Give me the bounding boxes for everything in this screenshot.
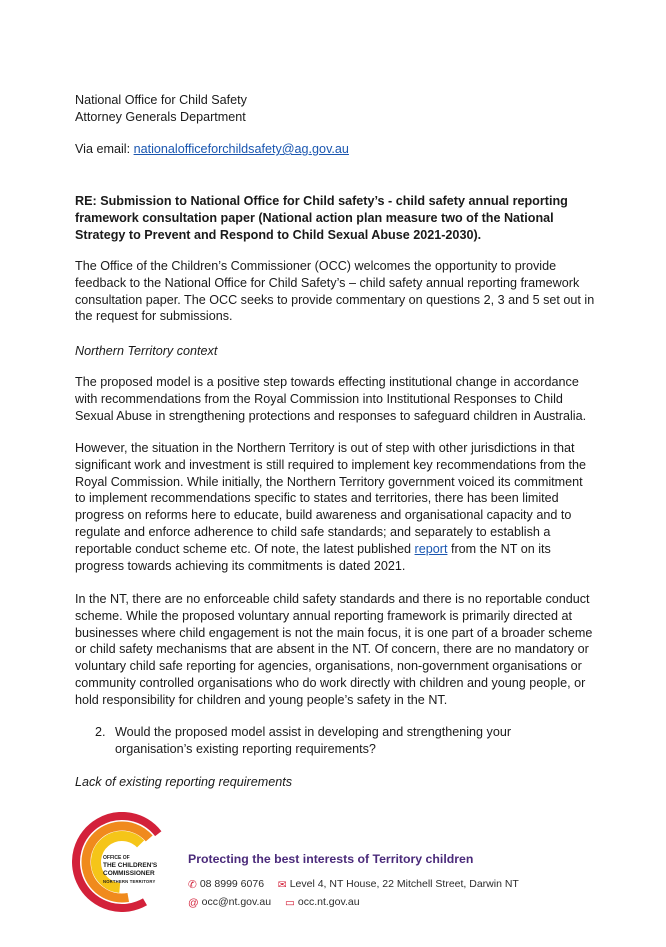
- footer-contact-row-2: [188, 896, 360, 909]
- paragraph-nt-situation-end: from the NT on its progress towards achieving its commitments is dated 2021.: [75, 541, 551, 573]
- recipient-address: [75, 92, 595, 126]
- paragraph-nt-situation-text: However, the situation in the Northern Territory is out of step with other jurisdictions in that significant work and investment is still required to implement key recommendations from the Royal Commission. While initially, the Northern Territory government voiced its commitment to implement recommendations specific to states and territories, there has been limited progress on reforms here to educate, build awareness and organisational capacity and to regulate and enforce adherence to child safe standards; and separately to establish a reportable conduct scheme etc. Of note, the latest published: [75, 441, 586, 556]
- recipient-line-1: National Office for Child Safety: [75, 93, 247, 107]
- subject-line: RE: Submission to National Office for Child safety’s - child safety annual reporting framework consultation paper (National action plan measure two of the National Strategy to Prevent and Respond to Child Sexual Abuse 2021-2030).: [75, 194, 568, 242]
- heading-lack-requirements: Lack of existing reporting requirements: [75, 775, 293, 789]
- recipient-line-2: Attorney Generals Department: [75, 109, 246, 124]
- paragraph-intro: The Office of the Children’s Commissioner (OCC) welcomes the opportunity to provide feedback to the National Office for Child Safety’s – child safety annual reporting framework consultation paper. The OCC seeks to provide commentary on questions 2, 3 and 5 set out in the request for submissions.: [75, 259, 595, 324]
- footer-email[interactable]: occ@nt.gov.au: [201, 896, 272, 908]
- footer-address: Level 4, NT House, 22 Mitchell Street, Darwin NT: [289, 878, 519, 890]
- paragraph-nt-standards: In the NT, there are no enforceable child safety standards and there is no reportable conduct scheme. While the proposed voluntary annual reporting framework is primarily directed at businesses where child engagement is not the main focus, it is one part of a broader scheme or child safety mechanisms that are absent in the NT. Of concern, there are no mandatory or voluntary child safe reporting for agencies, organisations, non-government organisations or community controlled organisations who do work directly with children and young people, or hold responsibility for children and young people’s safety in the NT.: [75, 592, 593, 707]
- email-link[interactable]: nationalofficeforchildsafety@ag.gov.au: [133, 142, 349, 156]
- question-text: Would the proposed model assist in developing and strengthening your organisation’s existing reporting requirements?: [115, 725, 512, 756]
- logo-line-4: NORTHERN TERRITORY: [103, 879, 156, 884]
- footer-tagline: Protecting the best interests of Territory children: [188, 852, 474, 866]
- logo-line-3: COMMISSIONER: [103, 870, 155, 877]
- heading-nt-context: Northern Territory context: [75, 344, 218, 358]
- question-number: 2.: [95, 725, 106, 739]
- monitor-icon: ▭: [284, 897, 295, 909]
- footer-phone: 08 8999 6076: [199, 878, 265, 890]
- report-link[interactable]: report: [414, 541, 448, 556]
- via-email-label: Via email:: [75, 142, 134, 156]
- letterhead-footer: [72, 812, 572, 922]
- phone-icon: ✆: [188, 879, 197, 891]
- logo-line-2: THE CHILDREN'S: [103, 862, 158, 869]
- mail-icon: ✉: [277, 879, 287, 891]
- via-email-line: [75, 141, 595, 158]
- footer-website[interactable]: occ.nt.gov.au: [297, 896, 360, 908]
- logo-wordmark: [103, 854, 173, 886]
- paragraph-nt-situation: [75, 440, 595, 574]
- logo-line-1: OFFICE OF: [103, 855, 130, 861]
- at-icon: @: [188, 897, 199, 909]
- paragraph-proposed-model: The proposed model is a positive step towards effecting institutional change in accordance with recommendations from the Royal Commission into Institutional Responses to Child Sexual Abuse in strengthening protections and responses to safeguard children in Australia.: [75, 375, 587, 423]
- footer-contact-row-1: [188, 878, 519, 891]
